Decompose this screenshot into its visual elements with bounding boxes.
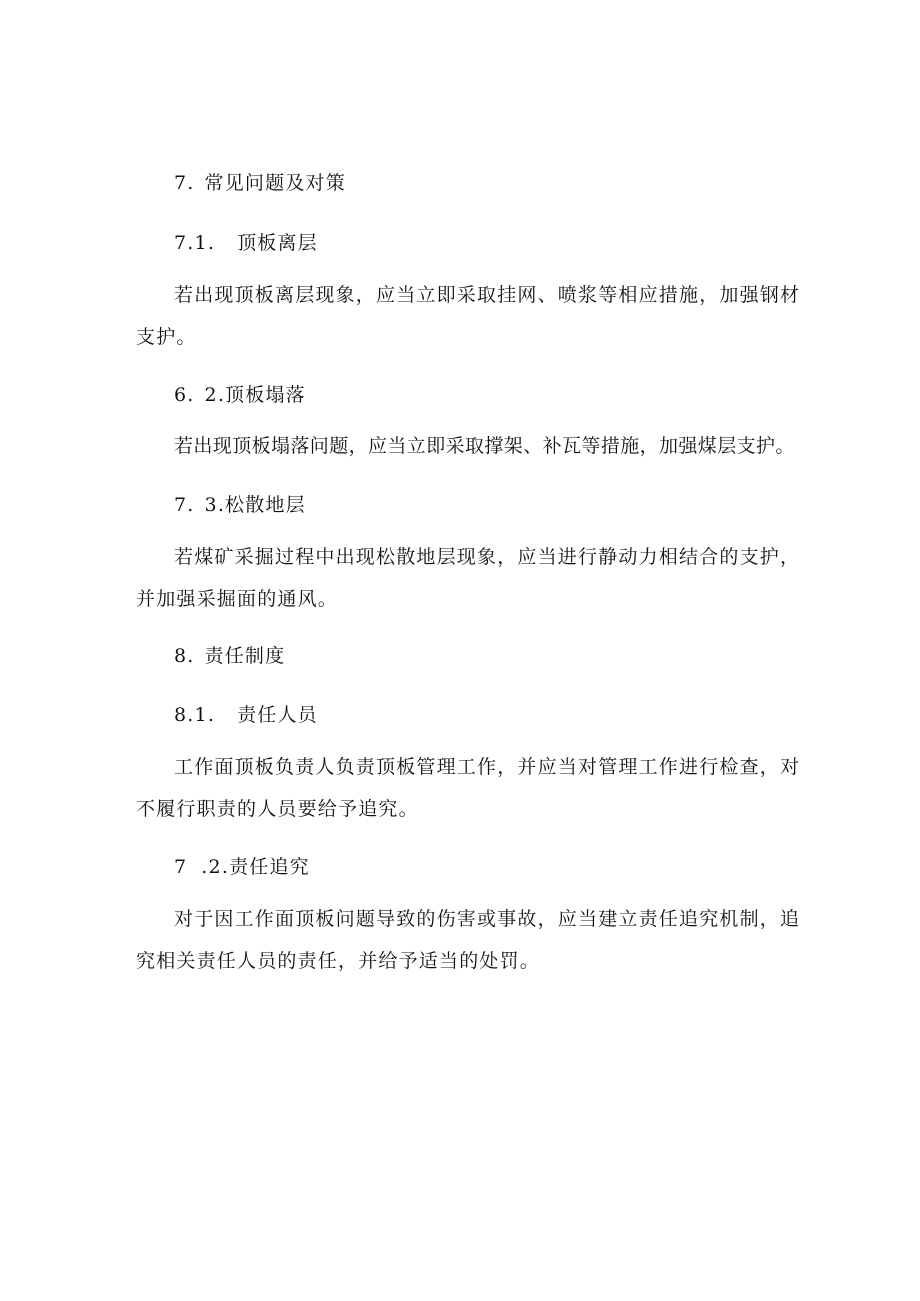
subsection-7-1-heading: [174, 231, 318, 255]
subsection-7-2-number: 6.: [174, 384, 195, 406]
paragraph-7-1-line-1: 若出现顶板离层现象，应当立即采取挂网、喷浆等相应措施，加强钢材: [174, 284, 801, 306]
paragraph-7-3-line-2: 并加强采掘面的通风。: [136, 588, 339, 610]
paragraph-8-1-line-1: 工作面顶板负责人负责顶板管理工作，并应当对管理工作进行检查，对: [174, 756, 801, 778]
paragraph-8-1-line-2: 不履行职责的人员要给予追究。: [136, 798, 419, 820]
subsection-8-2-title: .2.责任追究: [201, 856, 310, 878]
section-8-heading: [174, 644, 285, 668]
subsection-7-3-heading: [174, 493, 306, 517]
subsection-7-2-heading: [174, 383, 306, 407]
subsection-7-1-number: 7.1.: [174, 232, 216, 254]
section-7-number: 7.: [174, 172, 195, 194]
subsection-7-1-title: 顶板离层: [237, 232, 318, 254]
section-7-heading: [174, 171, 346, 195]
section-8-number: 8.: [174, 645, 195, 667]
subsection-7-3-title: 3.松散地层: [204, 494, 306, 516]
subsection-7-2-title: 2.顶板塌落: [204, 384, 306, 406]
paragraph-7-1-line-2: 支护。: [136, 326, 197, 348]
paragraph-7-2-line-1: 若出现顶板塌落问题，应当立即采取撑架、补瓦等措施，加强煤层支护。: [174, 435, 795, 457]
subsection-8-1-heading: [174, 703, 318, 727]
subsection-7-3-number: 7.: [174, 494, 195, 516]
subsection-8-2-heading: [174, 855, 310, 879]
subsection-8-1-title: 责任人员: [237, 704, 318, 726]
subsection-8-1-number: 8.1.: [174, 704, 216, 726]
subsection-8-2-number: 7: [174, 856, 188, 878]
paragraph-7-3-line-1: 若煤矿采掘过程中出现松散地层现象，应当进行静动力相结合的支护，: [174, 546, 801, 568]
section-7-title: 常见问题及对策: [204, 172, 346, 194]
paragraph-8-2-line-1: 对于因工作面顶板问题导致的伤害或事故，应当建立责任追究机制，追: [174, 908, 801, 930]
section-8-title: 责任制度: [204, 645, 286, 667]
paragraph-8-2-line-2: 究相关责任人员的责任，并给予适当的处罚。: [136, 950, 541, 972]
